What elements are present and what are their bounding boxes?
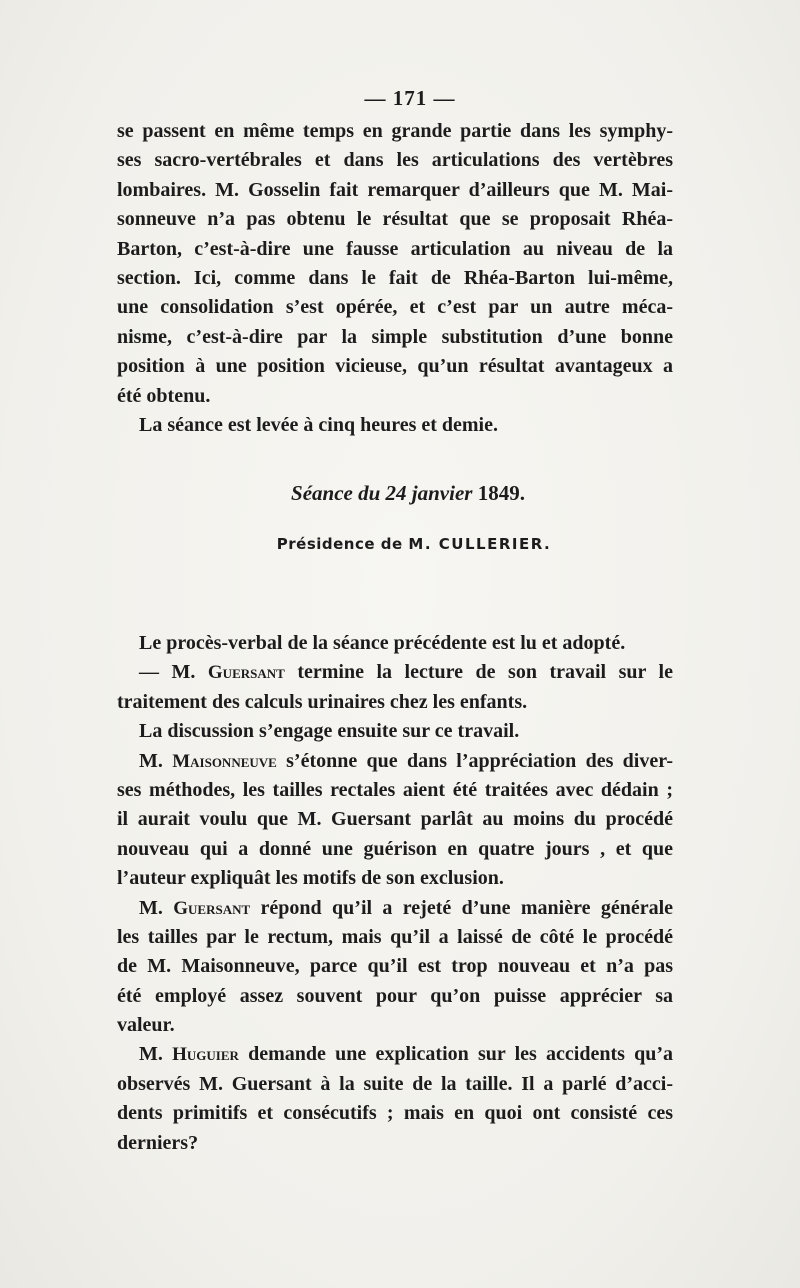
text-line: dents primitifs et consécutifs ; mais en quoi ont consisté ces: [117, 1102, 673, 1125]
text-line: les tailles par le rectum, mais qu’il a laissé de côté le procédé: [117, 925, 673, 948]
text-line: [117, 894, 673, 923]
text-line: section. Ici, comme dans le fait de Rhéa-Barton lui-même,: [117, 266, 673, 289]
line-rest: s’étonne que dans l’appréciation des diver-: [286, 749, 674, 772]
text-line: une consolidation s’est opérée, et c’est par un autre méca-: [117, 296, 673, 319]
speaker-name: Guersant: [207, 662, 285, 684]
text-line: été employé assez souvent pour qu’on puisse apprécier sa: [117, 984, 673, 1007]
presidence-prefix: Présidence de: [276, 535, 403, 553]
speaker-name: Huguier: [172, 1044, 239, 1066]
text-line: derniers?: [117, 1131, 199, 1154]
line-rest: demande une explication sur les accidents qu’a: [248, 1043, 674, 1066]
text-line: valeur.: [117, 1014, 175, 1037]
text-line: nouveau qui a donné une guérison en quatre jours , et que: [117, 837, 673, 860]
text-line: ses méthodes, les tailles rectales aient été traitées avec dédain ;: [117, 778, 673, 801]
session-closing-line: La séance est levée à cinq heures et demie.: [139, 413, 498, 436]
session-heading-date: Séance du 24 janvier: [291, 481, 473, 505]
text-line: [117, 1040, 673, 1069]
text-line: lombaires. M. Gosselin fait remarquer d’ailleurs que M. Mai-: [117, 178, 673, 201]
text-line: Le procès-verbal de la séance précédente est lu et adopté.: [139, 632, 626, 654]
text-line: La discussion s’engage ensuite sur ce travail.: [139, 720, 520, 743]
speaker-name: Maisonneuve: [172, 750, 277, 772]
speaker-prefix: — M.: [139, 661, 196, 684]
line-rest: termine la lecture de son travail sur le: [297, 661, 673, 684]
speaker-prefix: M.: [139, 1043, 163, 1066]
text-block-body: [117, 629, 673, 1158]
text-line: sonneuve n’a pas obtenu le résultat que se proposait Rhéa-: [117, 208, 673, 231]
text-line: il aurait voulu que M. Guersant parlât au moins du procédé: [117, 808, 673, 831]
session-heading-year: 1849.: [477, 481, 525, 505]
text-line: Barton, c’est-à-dire une fausse articulation au niveau de la: [117, 237, 673, 260]
session-heading: [8, 481, 800, 506]
text-line: nisme, c’est-à-dire par la simple substitution d’une bonne: [117, 325, 673, 348]
text-line: se passent en même temps en grande partie dans les symphy-: [117, 120, 673, 142]
text-line: été obtenu.: [117, 384, 211, 407]
president-name: M. CULLERIER.: [408, 535, 552, 553]
text-line: traitement des calculs urinaires chez les enfants.: [117, 690, 528, 713]
speaker-name: Guersant: [173, 897, 251, 919]
text-block-top: [117, 117, 673, 440]
page-number: — 171 —: [364, 86, 456, 110]
text-line: l’auteur expliquât les motifs de son exclusion.: [117, 867, 504, 890]
text-line: position à une position vicieuse, qu’un résultat avantageux a: [117, 355, 673, 378]
text-line: [117, 747, 673, 776]
text-line: de M. Maisonneuve, parce qu’il est trop nouveau et n’a pas: [117, 955, 673, 978]
text-line: ses sacro-vertébrales et dans les articulations des vertèbres: [117, 149, 673, 172]
presidence-line: [14, 535, 800, 553]
speaker-prefix: M.: [139, 749, 163, 772]
text-line: [117, 658, 673, 687]
text-line: observés M. Guersant à la suite de la taille. Il a parlé d’acci-: [117, 1072, 673, 1095]
speaker-prefix: M.: [139, 896, 163, 919]
line-rest: répond qu’il a rejeté d’une manière générale: [260, 896, 674, 919]
